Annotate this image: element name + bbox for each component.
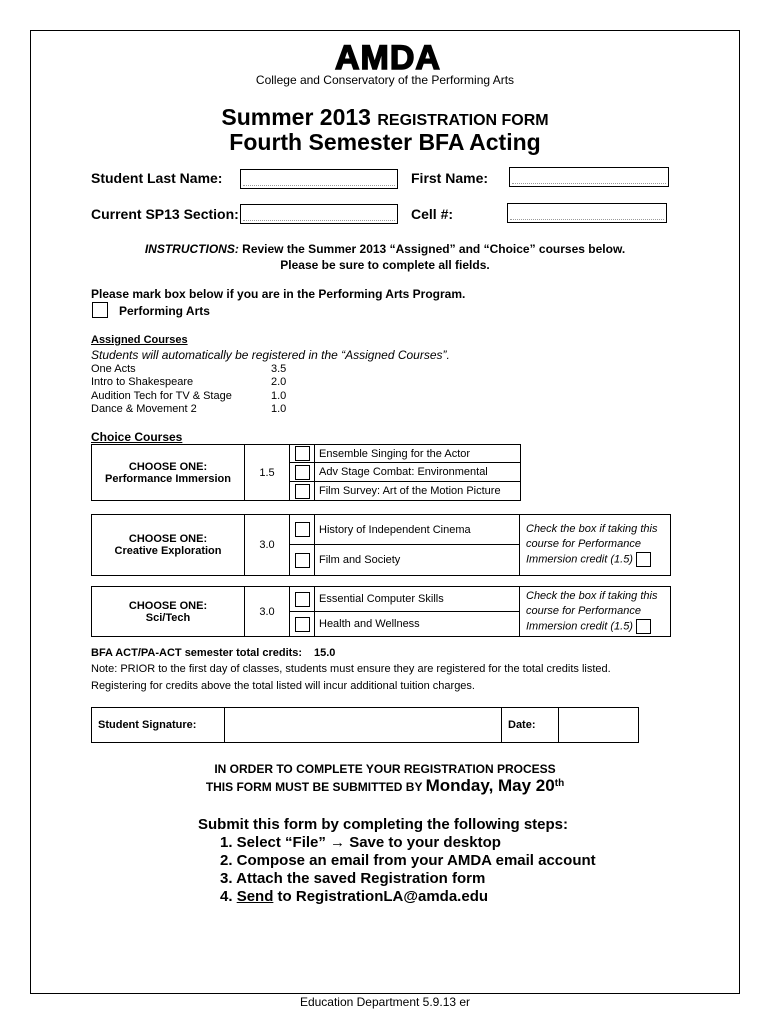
page-title [0,104,770,131]
step-4-number: 4. [220,888,237,905]
first-name-label: First Name: [411,170,489,186]
assigned-note: Students will automatically be registered in the “Assigned Courses”. [91,348,450,362]
group1-option2-label: Adv Stage Combat: Environmental [315,463,521,482]
group2-option1-cell [290,515,315,545]
deadline-text: THIS FORM MUST BE SUBMITTED BY [205,780,423,794]
group1-title-cell [92,445,245,501]
instructions-line1 [0,242,770,256]
group1-option3-label: Film Survey: Art of the Motion Picture [315,482,521,501]
group1-title: CHOOSE ONE: [128,460,208,473]
group2-title-cell [92,515,245,576]
group3-title-cell [92,587,245,637]
group3-option2-checkbox[interactable] [295,617,310,632]
group1-option2-cell [290,463,315,482]
signature-label: Student Signature: [92,708,225,743]
choice-group-creative [91,514,671,576]
group3-option1-label: Essential Computer Skills [315,587,520,612]
group2-option2-checkbox[interactable] [295,553,310,568]
instructions-text: Review the Summer 2013 “Assigned” and “Choice” courses below. [238,242,626,256]
total-credits-value: 15.0 [314,647,336,659]
group3-immersion-checkbox[interactable] [636,619,651,634]
group2-note-line3: Immersion credit (1.5) [526,553,633,566]
group3-option2-label: Health and Wellness [315,612,520,637]
step-2: 2. Compose an email from your AMDA email account [220,852,596,869]
assigned-heading: Assigned Courses [91,334,188,346]
group3-note-line1: Check the box if taking this [526,589,658,602]
performing-arts-checkbox[interactable] [92,302,108,318]
submit-steps [198,816,596,906]
arrow-right-icon: → [330,834,346,851]
step-1-text: 1. Select “File” [220,834,331,851]
group1-option1-label: Ensemble Singing for the Actor [315,445,521,463]
choice-heading: Choice Courses [91,430,183,444]
assigned-course: Dance & Movement 2 [91,403,197,415]
assigned-credits: 3.5 [271,363,287,375]
title-term: Summer 2013 [221,104,371,130]
cell-label: Cell #: [411,206,454,222]
date-label: Date: [502,708,559,743]
deadline-date: Monday, May 20 [425,776,555,795]
last-name-input[interactable] [240,169,398,189]
group3-note-line3: Immersion credit (1.5) [526,620,633,633]
totals-note-line1: Note: PRIOR to the first day of classes, students must ensure they are registered for the total credits listed. [91,663,611,675]
group3-note [520,587,671,637]
step-4-email[interactable]: to RegistrationLA@amda.edu [273,888,489,905]
signature-table [91,707,639,743]
group2-subtitle: Creative Exploration [114,545,222,557]
step-4-send: Send [236,888,274,905]
group1-option2-checkbox[interactable] [295,465,310,480]
group2-option2-label: Film and Society [315,545,520,576]
deadline-line2 [0,776,770,796]
group3-credits: 3.0 [245,587,290,637]
assigned-credits: 1.0 [271,403,287,415]
group1-option3-cell [290,482,315,501]
totals-note-line2: Registering for credits above the total listed will incur additional tuition charges. [91,680,475,692]
group3-title: CHOOSE ONE: [128,599,208,612]
step-3: 3. Attach the saved Registration form [220,870,486,887]
group1-option3-checkbox[interactable] [295,484,310,499]
group1-credits: 1.5 [245,445,290,501]
group2-note-line2: course for Performance [526,538,641,551]
deadline-date-suffix: th [554,778,565,789]
steps-heading: Submit this form by completing the following steps: [198,816,569,833]
performing-prompt: Please mark box below if you are in the Performing Arts Program. [91,287,466,301]
group3-subtitle: Sci/Tech [145,611,191,624]
group2-credits: 3.0 [245,515,290,576]
date-input[interactable] [559,708,639,743]
group3-note-line3-wrap [526,619,670,634]
section-input[interactable] [240,204,398,224]
page-subtitle: Fourth Semester BFA Acting [229,129,541,155]
footer-text: Education Department 5.9.13 er [299,995,471,1009]
group3-option1-cell [290,587,315,612]
group2-immersion-checkbox[interactable] [636,552,651,567]
group3-option1-checkbox[interactable] [295,592,310,607]
group2-note-line3-wrap [526,552,670,567]
instructions-prefix: INSTRUCTIONS: [144,242,239,256]
last-name-label: Student Last Name: [91,170,223,186]
deadline-line1: IN ORDER TO COMPLETE YOUR REGISTRATION PROCESS [214,762,556,776]
assigned-course: Intro to Shakespeare [91,376,194,388]
amda-logo [310,40,466,72]
group2-note-line1: Check the box if taking this [526,523,658,536]
logo-text: AMDA [335,40,441,72]
group1-option1-cell [290,445,315,463]
group2-option1-checkbox[interactable] [295,522,310,537]
first-name-input[interactable] [509,167,669,187]
group3-option2-cell [290,612,315,637]
total-credits-label: BFA ACT/PA-ACT semester total credits: [91,647,303,659]
subtitle: College and Conservatory of the Performing Arts [255,73,515,87]
section-label: Current SP13 Section: [91,206,239,222]
step-1 [198,834,596,852]
group1-option1-checkbox[interactable] [295,446,310,461]
group2-note [520,515,671,576]
choice-group-performance [91,444,521,501]
group3-note-line2: course for Performance [526,604,641,617]
instructions-line2: Please be sure to complete all fields. [280,258,490,272]
assigned-course: One Acts [91,363,136,375]
group1-subtitle: Performance Immersion [105,472,231,485]
performing-arts-label: Performing Arts [119,304,210,318]
step-1-text-end: Save to your desktop [345,834,501,851]
title-form: REGISTRATION FORM [377,112,549,129]
cell-input[interactable] [507,203,667,223]
group2-option1-label: History of Independent Cinema [315,515,520,545]
assigned-credits: 2.0 [271,376,287,388]
step-4 [198,888,596,906]
group2-option2-cell [290,545,315,576]
signature-input[interactable] [225,708,502,743]
assigned-credits: 1.0 [271,390,287,402]
group2-title: CHOOSE ONE: [128,533,208,545]
assigned-course: Audition Tech for TV & Stage [91,390,232,402]
choice-group-scitech [91,586,671,637]
